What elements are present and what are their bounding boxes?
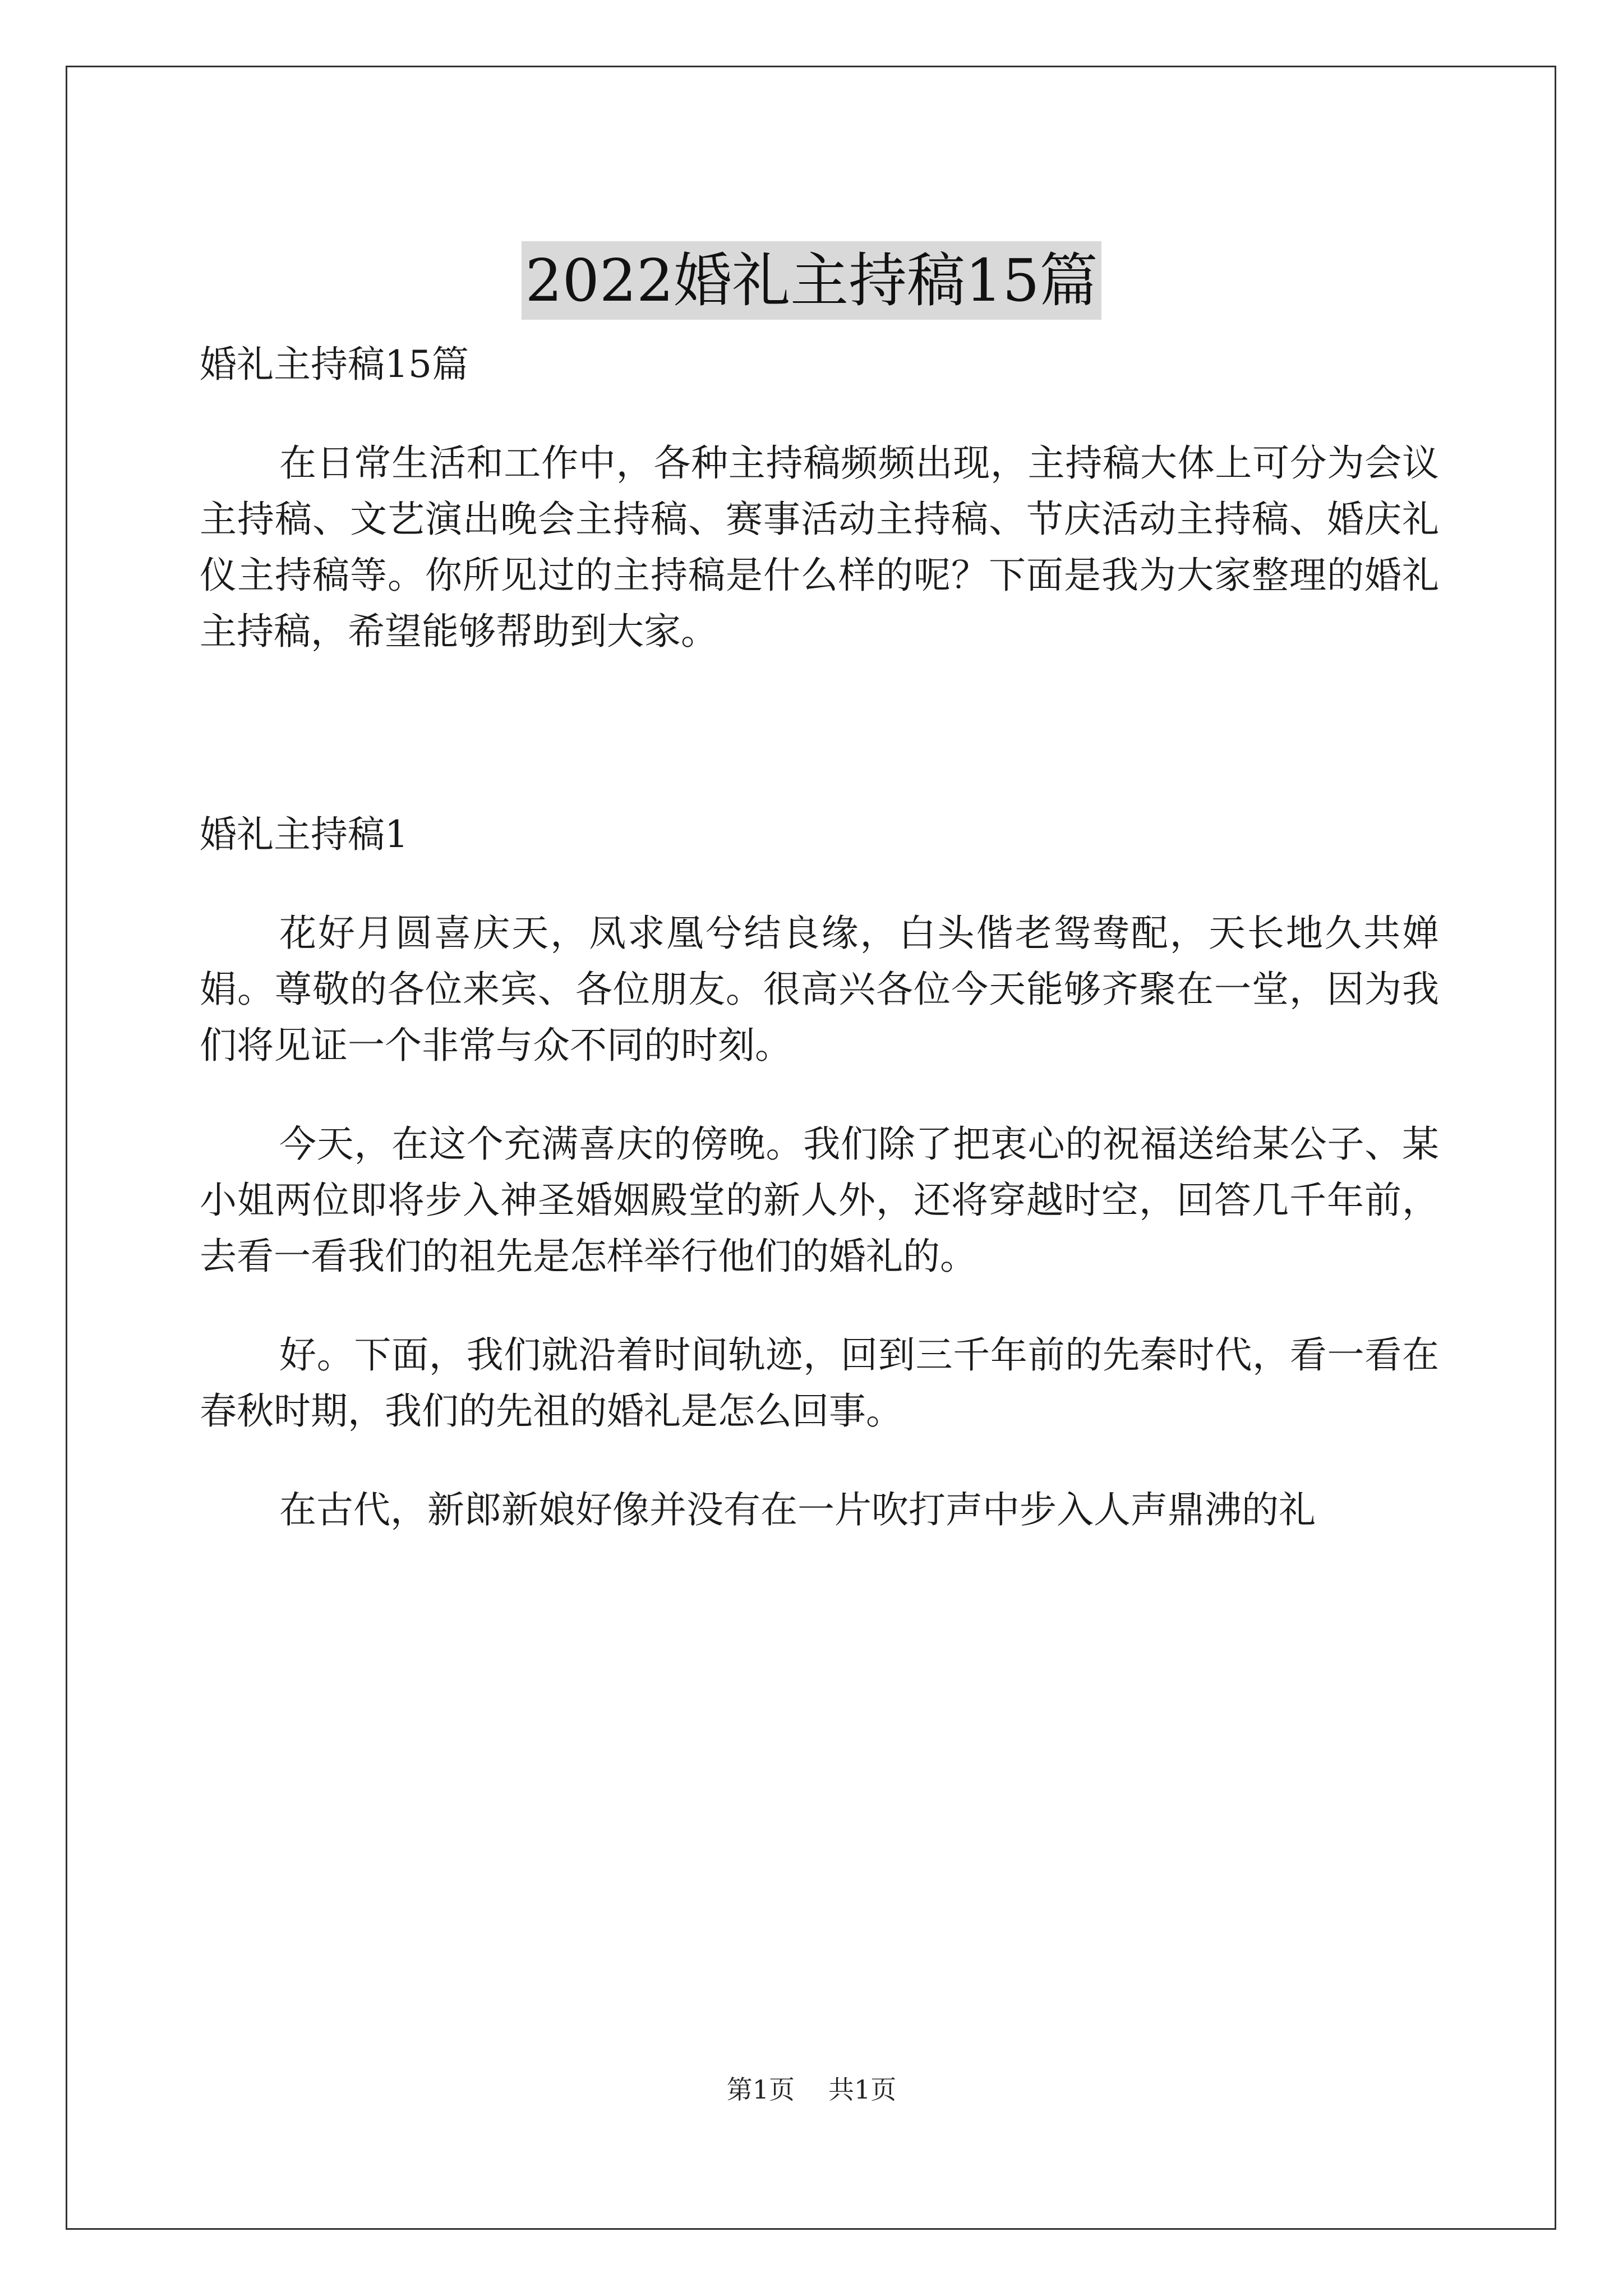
document-body xyxy=(200,337,1439,1581)
intro-heading: 婚礼主持稿15篇 xyxy=(200,343,469,386)
page-footer xyxy=(0,2073,1623,2106)
intro-paragraph: 在日常生活和工作中，各种主持稿频频出现，主持稿大体上可分为会议主持稿、文艺演出晚会主持稿、赛事活动主持稿、节庆活动主持稿、婚庆礼仪主持稿等。你所见过的主持稿是什么样的呢？下面是我为大家整理的婚礼主持稿，希望能够帮助到大家。 xyxy=(200,441,1439,653)
page-number: 第1页 xyxy=(726,2074,795,2105)
title-wrap xyxy=(0,202,1623,358)
body-paragraph-3: 好。下面，我们就沿着时间轨迹，回到三千年前的先秦时代，看一看在春秋时期，我们的先祖的婚礼是怎么回事。 xyxy=(200,1333,1439,1433)
page-total: 共1页 xyxy=(828,2074,897,2105)
body-paragraph-1: 花好月圆喜庆天，凤求凰兮结良缘，白头偕老鸳鸯配，天长地久共婵娟。尊敬的各位来宾、各位朋友。很高兴各位今天能够齐聚在一堂，因为我们将见证一个非常与众不同的时刻。 xyxy=(200,912,1439,1067)
body-paragraph-2: 今天，在这个充满喜庆的傍晚。我们除了把衷心的祝福送给某公子、某小姐两位即将步入神圣婚姻殿堂的新人外，还将穿越时空，回答几千年前，去看一看我们的祖先是怎样举行他们的婚礼的。 xyxy=(200,1122,1439,1278)
body-paragraph-4: 在古代，新郎新娘好像并没有在一片吹打声中步入人声鼎沸的礼 xyxy=(279,1488,1316,1531)
section-spacer xyxy=(200,702,1439,807)
section-heading: 婚礼主持稿1 xyxy=(200,813,408,856)
document-title: 2022婚礼主持稿15篇 xyxy=(522,241,1101,320)
